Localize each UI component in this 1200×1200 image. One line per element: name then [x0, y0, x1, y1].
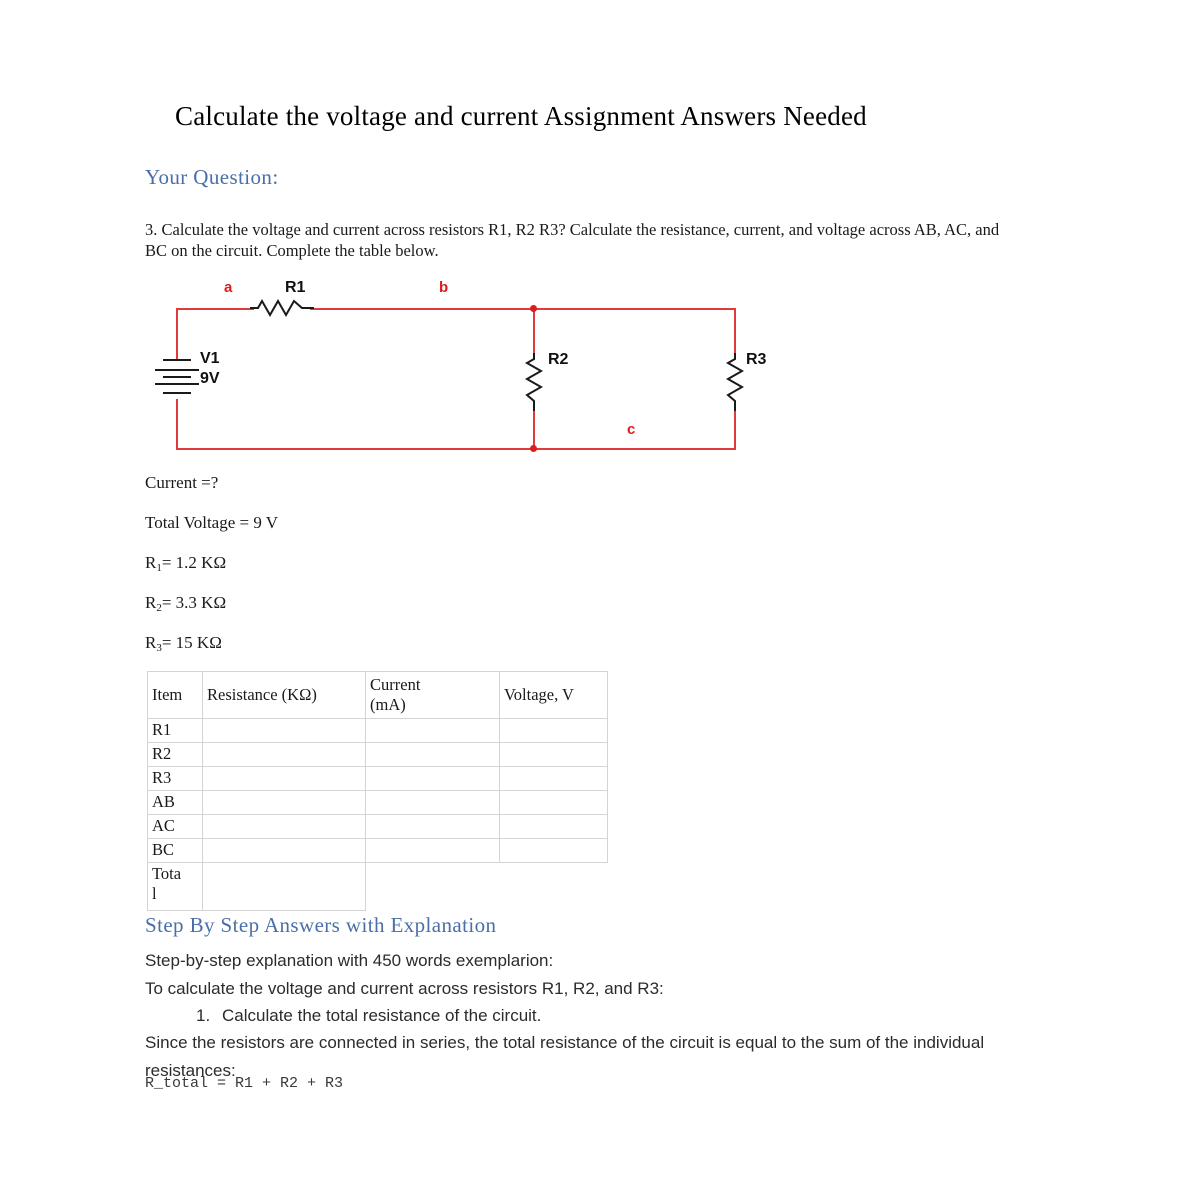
table-cell-item: AC — [148, 815, 203, 839]
resistor-r1-symbol — [250, 296, 314, 327]
wire-right-upper — [734, 308, 736, 357]
table-cell-total-voltage-empty — [500, 863, 608, 911]
table-header-row — [148, 672, 608, 719]
table-cell-current[interactable] — [366, 839, 500, 863]
wire-middle-upper — [533, 308, 535, 357]
table-row — [148, 767, 608, 791]
circuit-node-c-label: c — [627, 421, 636, 438]
wire-top-left — [176, 308, 254, 310]
table-cell-total-resistance[interactable] — [203, 863, 366, 911]
given-r2-value: = 3.3 KΩ — [161, 593, 227, 612]
table-cell-item: BC — [148, 839, 203, 863]
resistor-r2-label: R2 — [548, 351, 569, 368]
table-cell-voltage[interactable] — [500, 719, 608, 743]
resistor-r1-label: R1 — [285, 279, 306, 296]
table-cell-voltage[interactable] — [500, 767, 608, 791]
table-cell-total-current-empty — [366, 863, 500, 911]
explanation-series-note: Since the resistors are connected in series, the total resistance of the circuit is equal to the sum of the individual resistances: — [145, 1033, 985, 1080]
table-cell-current[interactable] — [366, 719, 500, 743]
explanation-goal: To calculate the voltage and current across resistors R1, R2, and R3: — [145, 979, 664, 998]
explanation-step-text: Calculate the total resistance of the circuit. — [222, 1006, 542, 1025]
table-row — [148, 743, 608, 767]
source-v1-label: V1 — [200, 350, 220, 367]
question-paragraph: 3. Calculate the voltage and current across resistors R1, R2 R3? Calculate the resistance, current, and voltage across AB, AC, and BC on the circuit. Complete the table below. — [145, 220, 1000, 260]
explanation-step-1 — [196, 1006, 541, 1026]
junction-dot-bottom — [530, 445, 537, 452]
given-r3 — [145, 633, 222, 653]
table-header-current — [366, 672, 500, 719]
table-row — [148, 839, 608, 863]
wire-left-lower — [176, 399, 178, 450]
table-header-voltage: Voltage, V — [500, 672, 608, 719]
table-row — [148, 719, 608, 743]
table-cell-resistance[interactable] — [203, 743, 366, 767]
table-row — [148, 791, 608, 815]
table-cell-resistance[interactable] — [203, 767, 366, 791]
table-cell-current[interactable] — [366, 767, 500, 791]
given-r3-value: = 15 KΩ — [161, 633, 222, 652]
table-cell-item: R2 — [148, 743, 203, 767]
circuit-node-b-label: b — [439, 279, 449, 296]
table-cell-resistance[interactable] — [203, 791, 366, 815]
given-r3-subscript: 3 — [156, 642, 162, 654]
given-total-voltage: Total Voltage = 9 V — [145, 513, 279, 532]
table-cell-resistance[interactable] — [203, 719, 366, 743]
results-table — [147, 671, 608, 911]
table-cell-item: R1 — [148, 719, 203, 743]
table-cell-total-label — [148, 863, 203, 911]
given-r1-subscript: 1 — [156, 562, 162, 574]
resistor-r3-label: R3 — [746, 351, 767, 368]
battery-v1-symbol — [155, 357, 199, 406]
given-r1-value: = 1.2 KΩ — [161, 553, 227, 572]
table-cell-current[interactable] — [366, 791, 500, 815]
junction-dot-b — [530, 305, 537, 312]
your-question-heading: Your Question: — [145, 165, 279, 189]
explanation-step-number: 1. — [196, 1006, 211, 1025]
resistor-r2-symbol — [521, 353, 547, 416]
circuit-diagram — [150, 275, 790, 465]
given-r2-symbol: R — [145, 593, 157, 612]
given-current: Current =? — [145, 473, 219, 492]
table-cell-current[interactable] — [366, 743, 500, 767]
table-cell-item: AB — [148, 791, 203, 815]
given-r1-symbol: R — [145, 553, 157, 572]
table-header-resistance: Resistance (KΩ) — [203, 672, 366, 719]
given-r2 — [145, 593, 226, 613]
table-cell-voltage[interactable] — [500, 791, 608, 815]
table-cell-current[interactable] — [366, 815, 500, 839]
explanation-formula: R_total = R1 + R2 + R3 — [145, 1075, 344, 1092]
table-cell-voltage[interactable] — [500, 815, 608, 839]
wire-top-right — [310, 308, 736, 310]
table-header-item: Item — [148, 672, 203, 719]
table-row — [148, 815, 608, 839]
wire-bottom — [176, 448, 736, 450]
given-r3-symbol: R — [145, 633, 157, 652]
table-total-label-line1: Tota — [152, 864, 182, 883]
table-cell-voltage[interactable] — [500, 839, 608, 863]
table-header-current-line2: (mA) — [370, 695, 406, 714]
step-by-step-heading: Step By Step Answers with Explanation — [145, 913, 497, 937]
table-cell-item: R3 — [148, 767, 203, 791]
given-r1 — [145, 553, 226, 573]
table-cell-resistance[interactable] — [203, 839, 366, 863]
table-total-label-line2: l — [152, 884, 157, 903]
circuit-node-a-label: a — [224, 279, 233, 296]
explanation-intro: Step-by-step explanation with 450 words exemplarion: — [145, 951, 554, 970]
table-cell-voltage[interactable] — [500, 743, 608, 767]
table-cell-resistance[interactable] — [203, 815, 366, 839]
given-r2-subscript: 2 — [156, 602, 162, 614]
table-header-current-line1: Current — [370, 675, 421, 694]
page-title: Calculate the voltage and current Assignment Answers Needed — [175, 101, 867, 131]
source-v1-value: 9V — [200, 370, 220, 387]
table-total-row — [148, 863, 608, 911]
resistor-r3-symbol — [722, 353, 748, 416]
wire-left-upper — [176, 308, 178, 360]
